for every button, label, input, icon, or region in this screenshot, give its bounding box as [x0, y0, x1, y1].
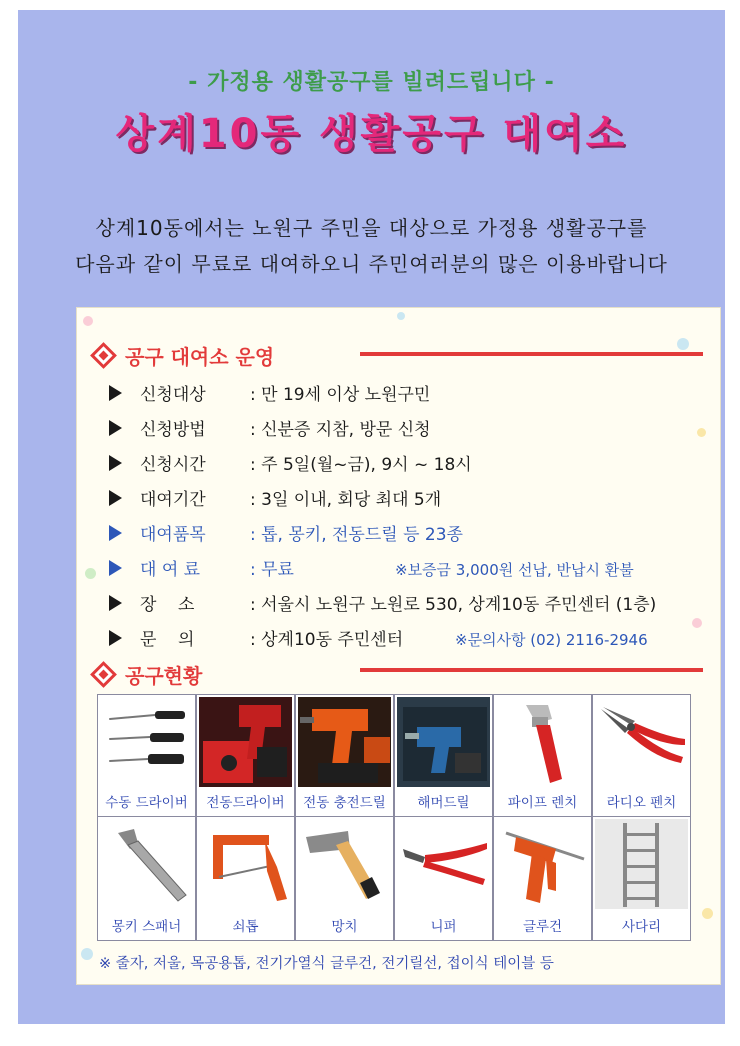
intro-line-1: 상계10동에서는 노원구 주민을 대상으로 가정용 생활공구를: [95, 216, 648, 240]
info-value: : 서울시 노원구 노원로 530, 상계10동 주민센터 (1층): [250, 595, 657, 615]
triangle-bullet-icon: [109, 630, 122, 646]
info-value: : 신분증 지참, 방문 신청: [250, 420, 431, 440]
adjustable-wrench-icon: [100, 819, 193, 909]
tool-name: 망치: [331, 919, 358, 935]
subtitle: - 가정용 생활공구를 빌려드립니다 -: [188, 70, 555, 95]
tool-name: 전동 충전드릴: [303, 795, 386, 811]
tool-cell: [493, 816, 592, 941]
pliers-icon: [595, 697, 688, 787]
pipe-wrench-icon: [496, 697, 589, 787]
info-row-inquiry: [109, 625, 403, 650]
nipper-icon: [397, 819, 490, 909]
tool-cell: [97, 816, 196, 941]
tool-name: 니퍼: [430, 919, 457, 935]
info-row-period: [109, 485, 441, 510]
info-panel: [76, 307, 721, 985]
screwdriver-icon: [100, 697, 193, 787]
tool-cell: [295, 694, 394, 817]
info-label: 대 여 료: [140, 560, 201, 580]
intro-line-2: 다음과 같이 무료로 대여하오니 주민여러분의 많은 이용바랍니다: [75, 252, 668, 276]
info-label: 대여기간: [140, 490, 206, 510]
section-operation-heading: [94, 341, 274, 370]
cordless-drill-icon: [298, 697, 391, 787]
tool-cell: [394, 694, 493, 817]
tool-name: 전동드라이버: [206, 795, 285, 811]
diamond-bullet-icon: [90, 661, 117, 688]
page-title: 상계10동 생활공구 대여소: [115, 111, 628, 157]
tool-name: 몽키 스패너: [111, 919, 182, 935]
info-value: : 톱, 몽키, 전동드릴 등 23종: [250, 525, 463, 545]
tool-name: 사다리: [621, 919, 662, 935]
glue-gun-icon: [496, 819, 589, 909]
section-divider: [360, 668, 703, 672]
info-row-location: [109, 590, 656, 615]
tool-cell: [295, 816, 394, 941]
info-value: : 주 5일(월~금), 9시 ~ 18시: [250, 455, 472, 475]
tool-cell: [394, 816, 493, 941]
section-status-heading: [94, 660, 202, 689]
triangle-bullet-icon: [109, 455, 122, 471]
triangle-bullet-icon: [109, 560, 122, 576]
info-label: 대여품목: [140, 525, 206, 545]
deposit-note: ※보증금 3,000원 선납, 반납시 환불: [395, 561, 634, 579]
triangle-bullet-icon: [109, 490, 122, 506]
section-status-label: 공구현황: [125, 664, 203, 688]
tool-cell: [493, 694, 592, 817]
tool-name: 수동 드라이버: [105, 795, 188, 811]
tool-name: 글루건: [522, 919, 563, 935]
info-row-items: [109, 520, 463, 545]
info-label: 신청대상: [140, 385, 206, 405]
section-operation-label: 공구 대여소 운영: [125, 345, 275, 369]
poster: [18, 10, 725, 1024]
contact-note: ※문의사항 (02) 2116-2946: [455, 631, 648, 649]
triangle-bullet-icon: [109, 525, 122, 541]
info-label: 문 의: [140, 630, 195, 650]
tool-cell: [592, 694, 691, 817]
tool-name: 쇠톱: [232, 919, 259, 935]
info-row-method: [109, 415, 431, 440]
info-value: : 상계10동 주민센터: [250, 630, 404, 650]
hammer-icon: [298, 819, 391, 909]
triangle-bullet-icon: [109, 420, 122, 436]
diamond-bullet-icon: [90, 342, 117, 369]
section-divider: [360, 352, 703, 356]
tool-cell: [196, 816, 295, 941]
tool-name: 파이프 렌치: [507, 795, 578, 811]
ladder-icon: [595, 819, 688, 909]
footer-note: ※ 줄자, 저울, 목공용톱, 전기가열식 글루건, 전기릴선, 접이식 테이블 등: [99, 956, 554, 972]
hammer-drill-icon: [397, 697, 490, 787]
info-value: : 만 19세 이상 노원구민: [250, 385, 431, 405]
tool-name: 해머드릴: [417, 795, 470, 811]
info-value: : 3일 이내, 회당 최대 5개: [250, 490, 442, 510]
info-label: 장 소: [140, 595, 195, 615]
info-row-fee: [109, 555, 294, 580]
tool-name: 라디오 펜치: [606, 795, 677, 811]
tool-cell: [97, 694, 196, 817]
info-row-target: [109, 380, 430, 405]
hacksaw-icon: [199, 819, 292, 909]
info-label: 신청시간: [140, 455, 206, 475]
triangle-bullet-icon: [109, 385, 122, 401]
info-row-hours: [109, 450, 472, 475]
triangle-bullet-icon: [109, 595, 122, 611]
tool-cell: [592, 816, 691, 941]
tool-cell: [196, 694, 295, 817]
info-value: : 무료: [250, 560, 294, 580]
info-label: 신청방법: [140, 420, 206, 440]
electric-driver-icon: [199, 697, 292, 787]
